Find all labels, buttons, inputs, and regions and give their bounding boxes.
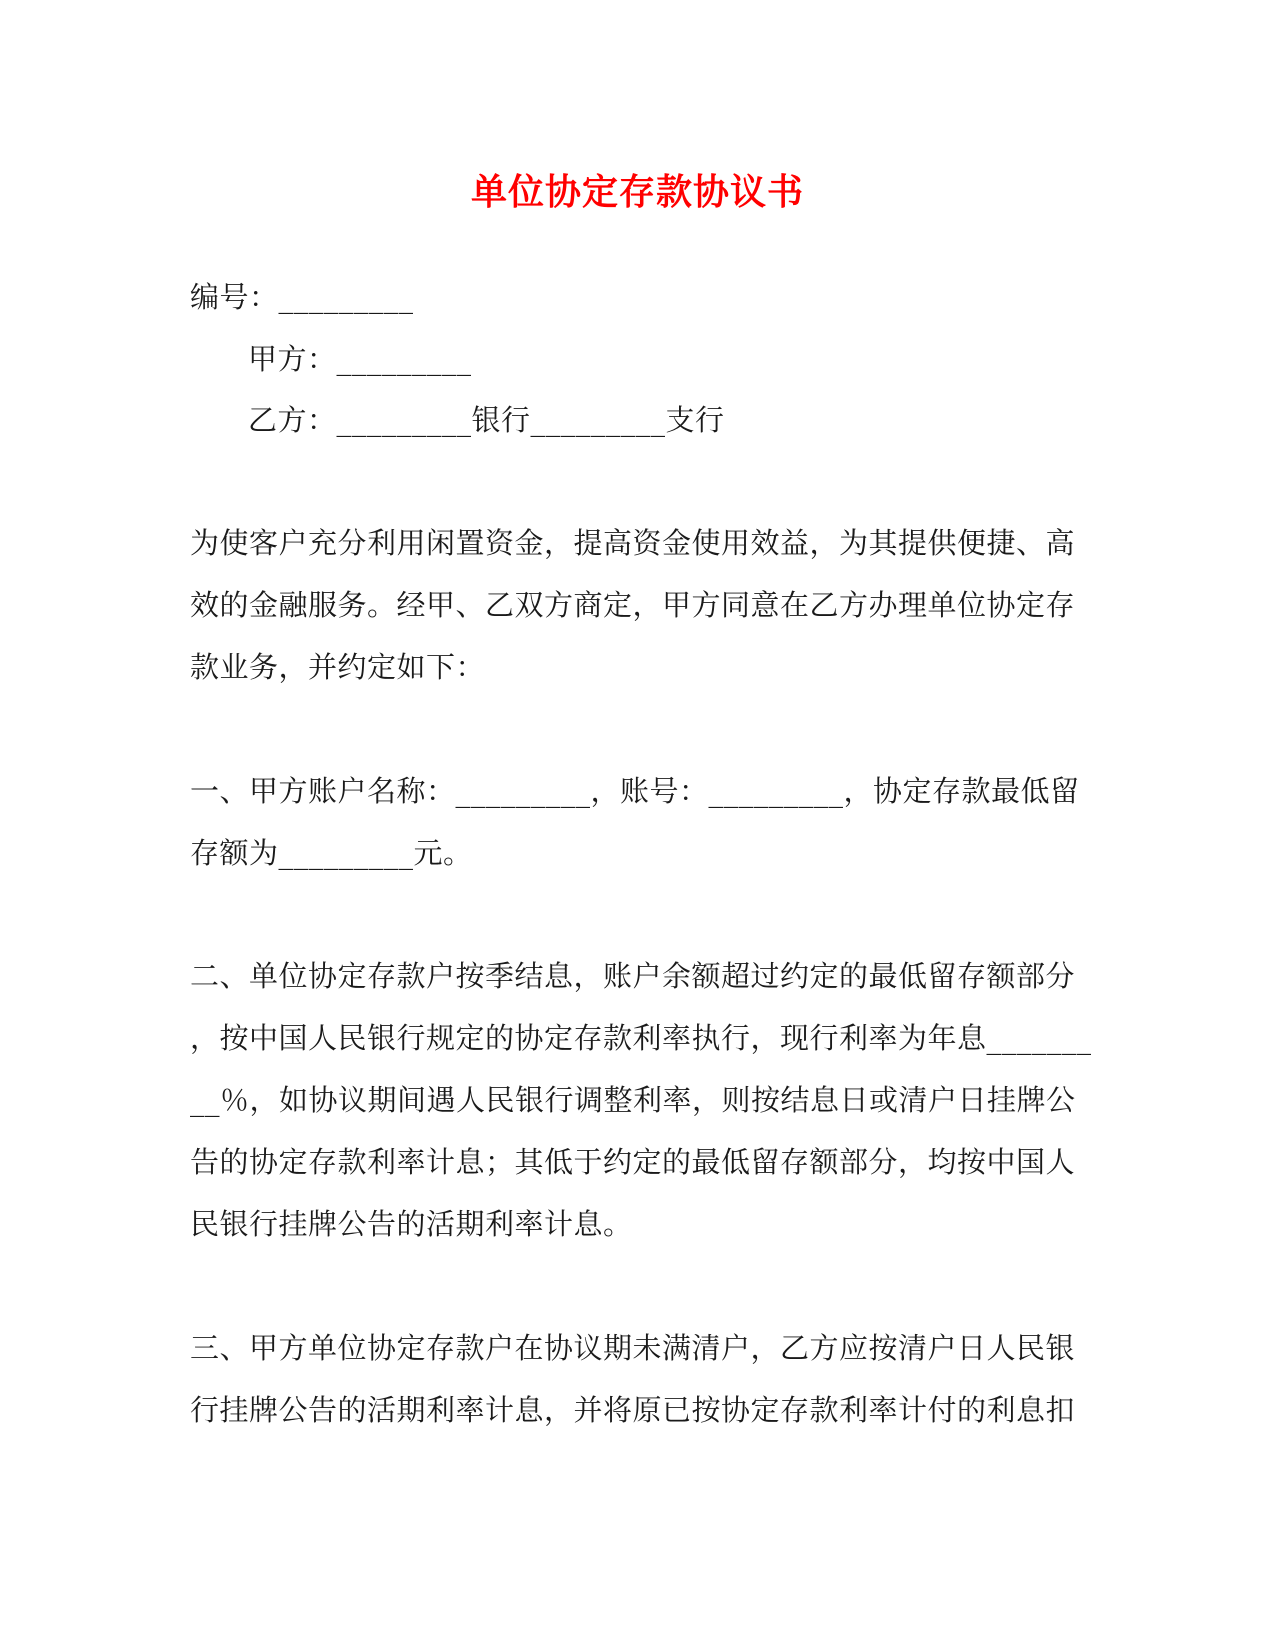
agreement-number-line: 编号：_________ xyxy=(190,280,414,314)
intro-line: 为使客户充分利用闲置资金，提高资金使用效益，为其提供便捷、高 xyxy=(190,526,1076,560)
intro-line: 款业务，并约定如下： xyxy=(190,650,486,684)
clause-2-line: __％，如协议期间遇人民银行调整利率，则按结息日或清户日挂牌公 xyxy=(190,1083,1076,1117)
clause-3-line: 三、甲方单位协定存款户在协议期未满清户，乙方应按清户日人民银 xyxy=(190,1331,1076,1365)
clause-2-line: 二、单位协定存款户按季结息，账户余额超过约定的最低留存额部分 xyxy=(190,959,1076,993)
clause-3-line: 行挂牌公告的活期利率计息，并将原已按协定存款利率计付的利息扣 xyxy=(190,1393,1076,1427)
clause-2-line: 告的协定存款利率计息；其低于约定的最低留存额部分，均按中国人 xyxy=(190,1145,1076,1179)
party-b-line: 乙方：_________银行_________支行 xyxy=(248,403,725,437)
clause-1-line: 存额为_________元。 xyxy=(190,836,473,870)
clause-2-line: 民银行挂牌公告的活期利率计息。 xyxy=(190,1207,633,1241)
clause-2-line: ，按中国人民银行规定的协定存款利率执行，现行利率为年息_______ xyxy=(190,1021,1092,1055)
intro-line: 效的金融服务。经甲、乙双方商定，甲方同意在乙方办理单位协定存 xyxy=(190,588,1076,622)
clause-1-line: 一、甲方账户名称：_________，账号：_________，协定存款最低留 xyxy=(190,774,1080,808)
party-a-line: 甲方：_________ xyxy=(248,342,472,376)
document-title: 单位协定存款协议书 xyxy=(470,171,804,213)
